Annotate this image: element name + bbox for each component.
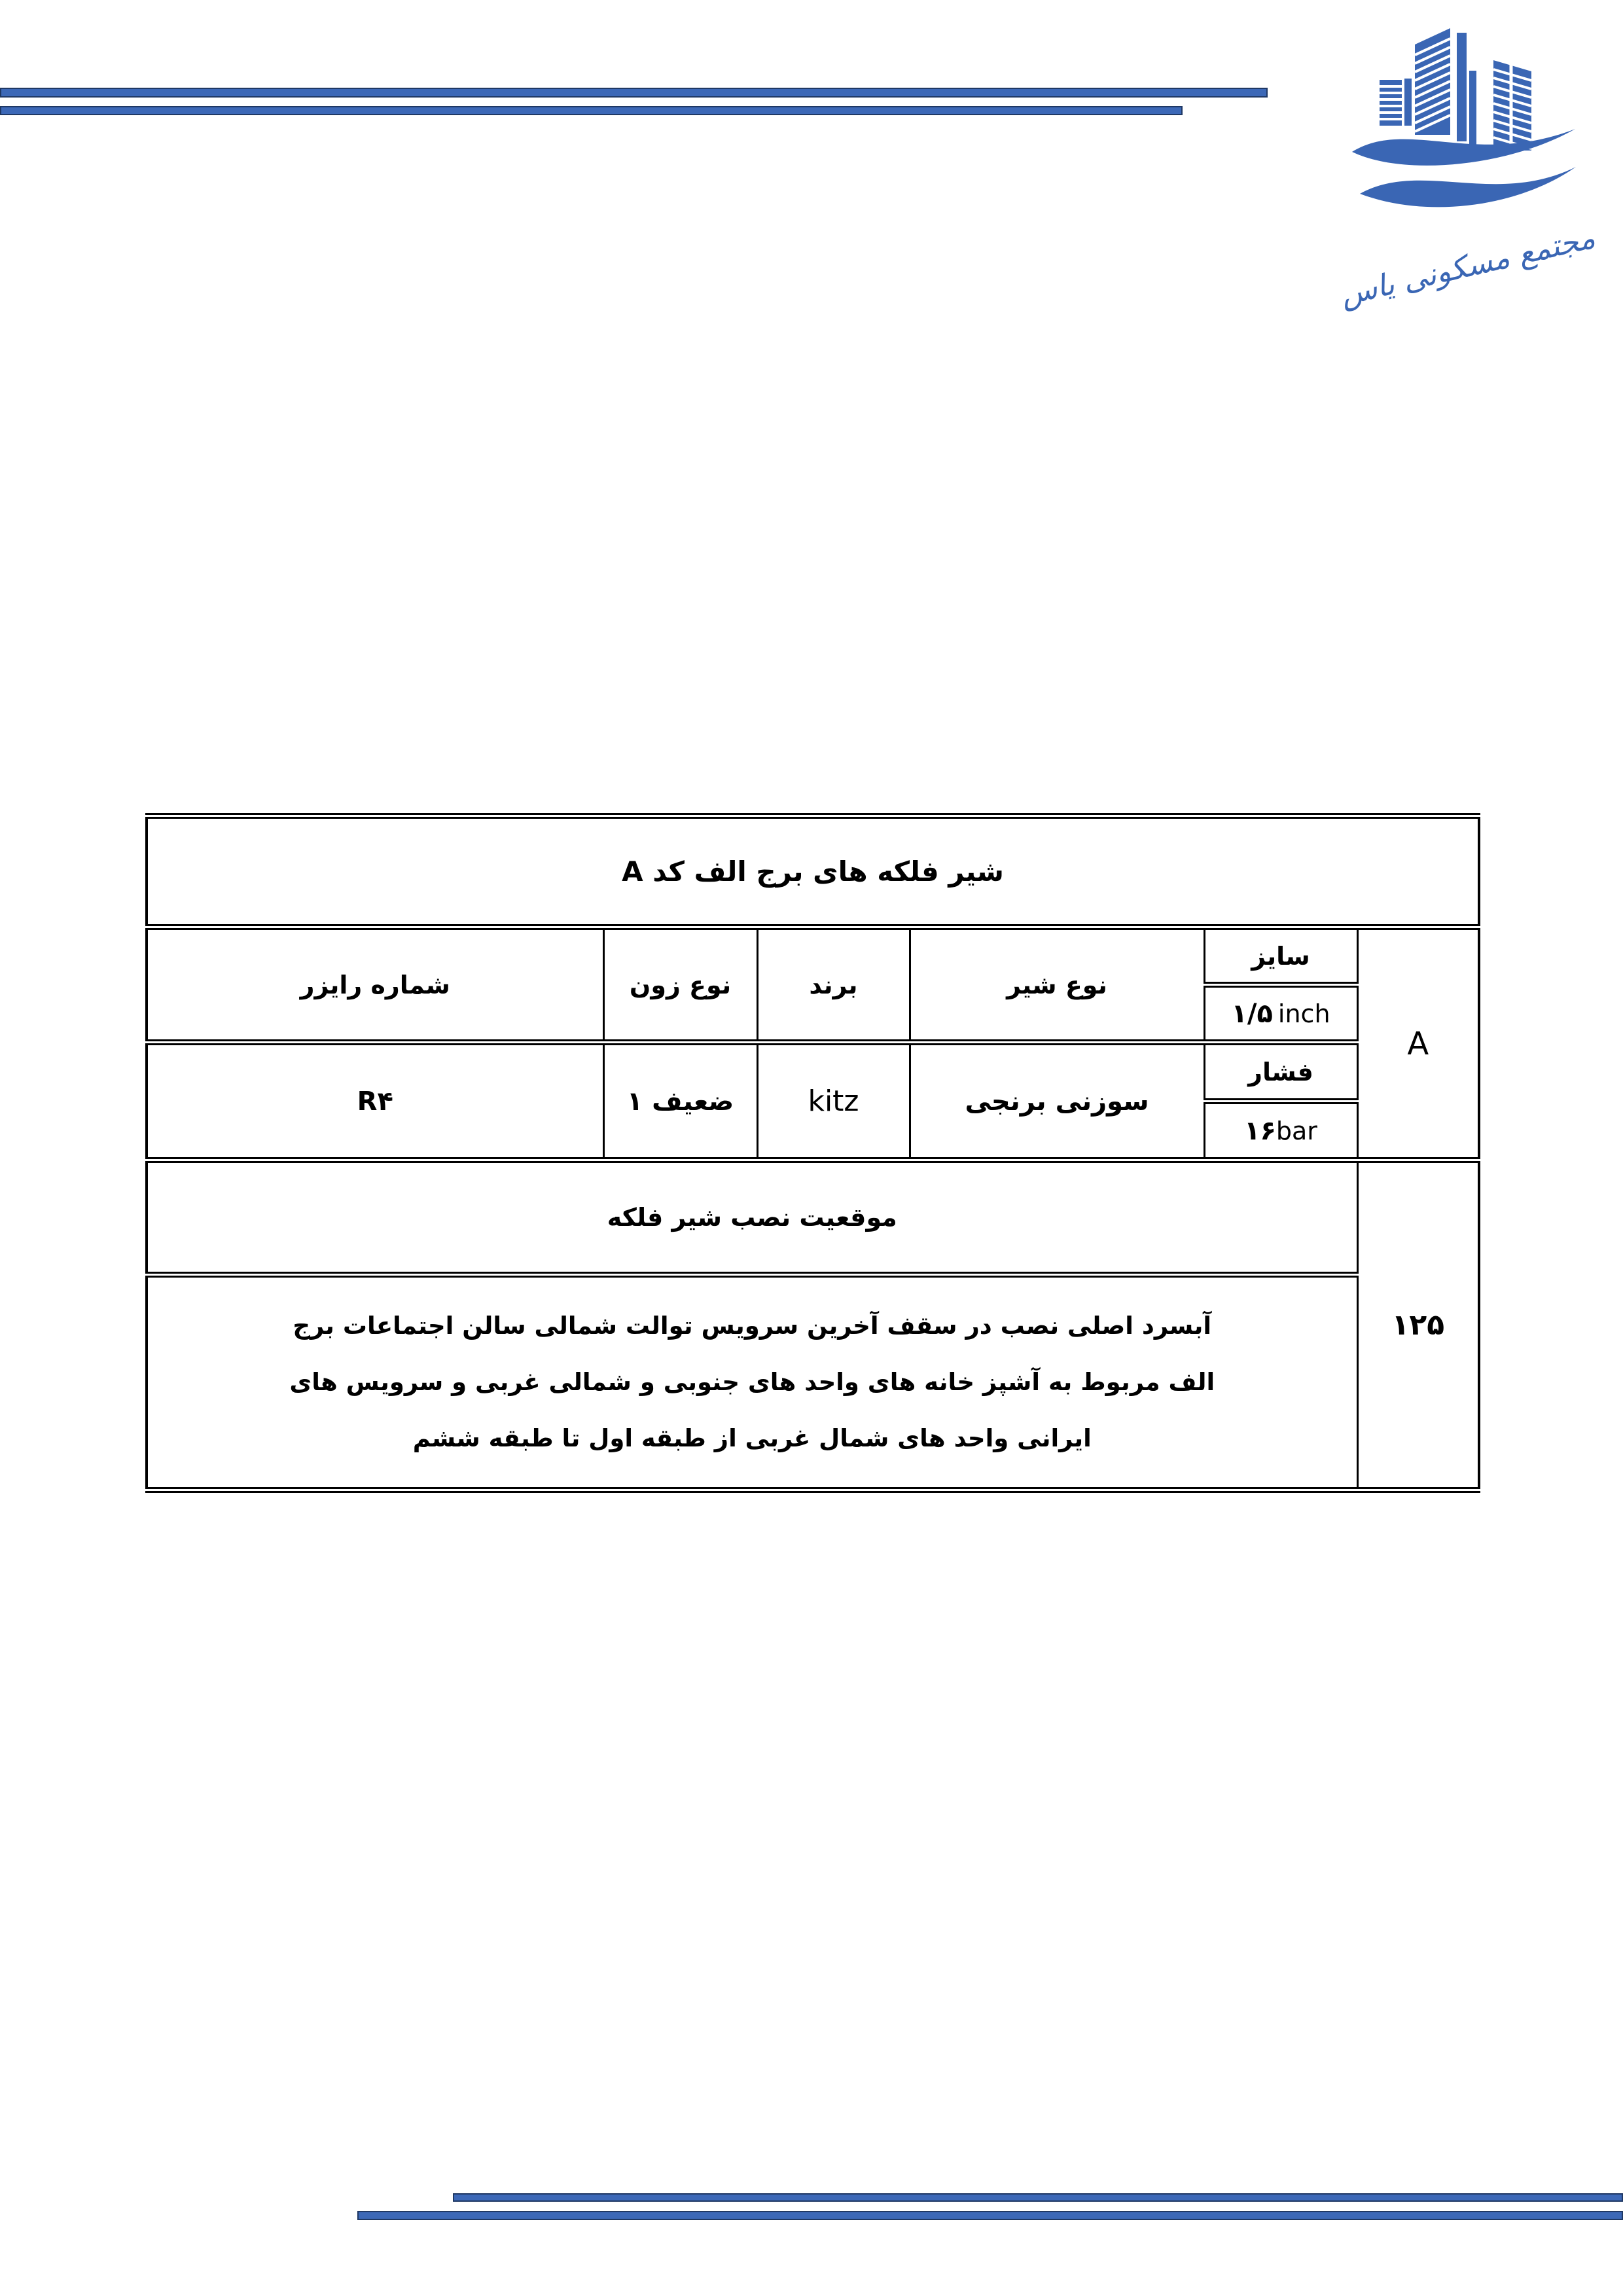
buildings-icon (1380, 28, 1531, 151)
location-line: آبسرد اصلی نصب در سقف آخرین سرویس توالت شمالی سالن اجتماعات برج (293, 1312, 1212, 1340)
col-header-size: سایز (1204, 927, 1357, 985)
accent-bar-bottom-secondary (357, 2211, 1623, 2220)
col-header-zone-type: نوع زون (603, 927, 757, 1043)
location-description-cell (147, 1275, 1357, 1490)
valve-type-cell: سوزنی برنجی (910, 1043, 1204, 1160)
company-logo (1336, 14, 1599, 321)
valve-number-cell: ۱۲۵ (1357, 1160, 1479, 1490)
location-title-cell: موقعیت نصب شیر فلکه (147, 1160, 1357, 1275)
riser-number-cell: R۴ (147, 1043, 603, 1160)
size-value-number: ۱/۵ (1231, 998, 1273, 1029)
pressure-value-cell (1204, 1102, 1357, 1160)
brand-cell: kitz (757, 1043, 910, 1160)
location-line: الف مربوط به آشپز خانه های واحد های جنوبی و شمالی غربی و سرویس های (289, 1368, 1215, 1396)
col-header-riser-number: شماره رایزر (147, 927, 603, 1043)
zone-type-cell: ضعیف ۱ (603, 1043, 757, 1160)
size-value-unit: inch (1277, 999, 1330, 1028)
valve-table (145, 813, 1480, 1493)
accent-bar-bottom-primary (453, 2193, 1623, 2202)
pressure-value-unit: bar (1275, 1116, 1317, 1145)
tower-code-cell: A (1357, 927, 1479, 1160)
accent-bar-top-primary (0, 88, 1268, 98)
pressure-value-number: ۱۶ (1244, 1115, 1276, 1146)
col-header-valve-type: نوع شیر (910, 927, 1204, 1043)
pressure-header-cell: فشار (1204, 1043, 1357, 1102)
col-header-brand: برند (757, 927, 910, 1043)
brand-calligraphy: مجتمع مسکونی یاس (1336, 219, 1599, 313)
size-value-cell (1204, 985, 1357, 1043)
accent-bar-top-secondary (0, 106, 1183, 115)
location-line: ایرانی واحد های شمال غربی از طبقه اول تا طبقه ششم (412, 1424, 1092, 1452)
table-title: شیر فلکه های برج الف کد A (147, 816, 1479, 927)
